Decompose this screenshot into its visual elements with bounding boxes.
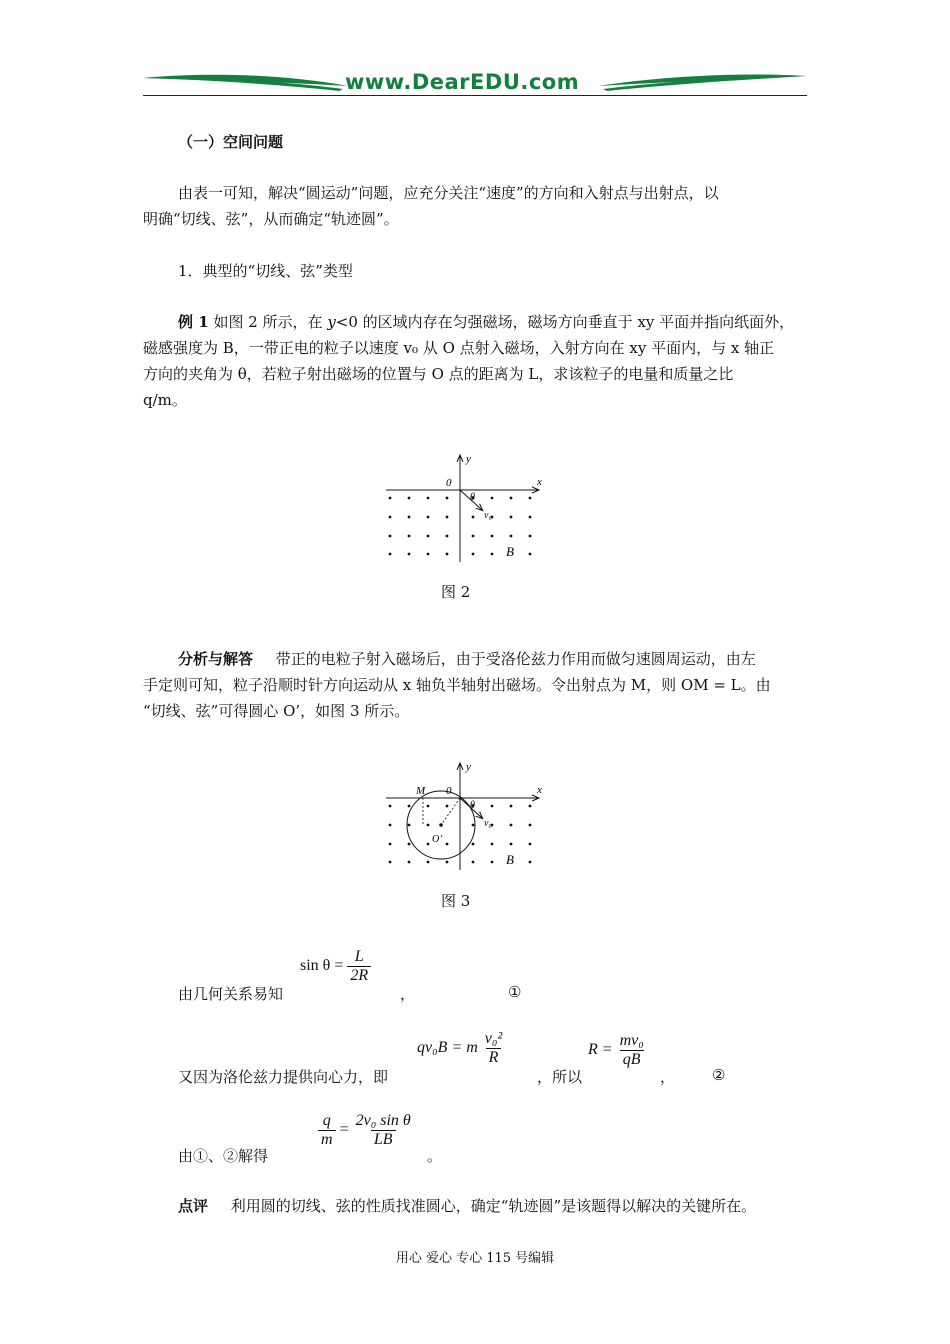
comment-text: 利用圆的切线、弦的性质找准圆心，确定“轨迹圆”是该题得以解决的关键所在。	[230, 1197, 757, 1215]
eq2-fraction-2	[617, 1032, 647, 1069]
analysis-line1-text: 带正的电粒子射入磁场后，由于受洛伦兹力作用而做匀速圆周运动，由左	[275, 650, 756, 668]
fig3-center-label: O’	[432, 834, 443, 845]
page-footer: 用心 爱心 专心 115 号编辑	[395, 1251, 555, 1266]
radius-to-o	[441, 798, 460, 825]
analysis-label: 分析与解答	[178, 650, 254, 668]
eq3-fraction-right	[353, 1112, 414, 1149]
example-line1-var: y	[327, 313, 336, 331]
eq2-lhs: qv₀B = m	[417, 1039, 478, 1057]
comment-label: 点评	[178, 1197, 209, 1215]
fig2-origin-label: 0	[446, 477, 452, 489]
fig3-theta-label: θ	[470, 800, 475, 811]
eq1-lhs: sin θ =	[300, 957, 344, 975]
example-line1-pre: 如图 2 所示，在	[213, 313, 328, 331]
analysis-line-1	[178, 646, 756, 672]
eq3-fraction-left	[318, 1112, 336, 1149]
eq2-den: R	[486, 1048, 502, 1067]
figure-2	[380, 450, 550, 570]
comment-line	[178, 1193, 756, 1219]
eq1-num: L	[354, 948, 364, 965]
eq2-den2: qB	[620, 1050, 644, 1069]
subheading: 1．典型的“切线、弦”类型	[178, 262, 353, 280]
eq2-formula-2	[588, 1032, 647, 1069]
eq3-num-left: q	[322, 1112, 331, 1129]
fig2-theta-label: θ	[470, 492, 475, 503]
example-line-4: q/m。	[143, 391, 187, 409]
figure-2-caption: 图 2	[441, 583, 471, 601]
fig3-x-label: x	[537, 784, 542, 796]
intro-line-2: 明确“切线、弦”，从而确定“轨迹圆”。	[143, 210, 399, 228]
eq3-den: LB	[371, 1130, 396, 1149]
eq1-text: 由几何关系易知	[178, 985, 284, 1003]
eq3-text: 由①、②解得	[178, 1147, 269, 1165]
figure-3-caption: 图 3	[441, 892, 471, 910]
example-line-3: 方向的夹角为 θ，若粒子射出磁场的位置与 O 点的距离为 L，求该粒子的电量和质量之比	[143, 365, 734, 383]
fig2-v-label: v₀	[484, 510, 492, 521]
eq2-lhs2: R =	[588, 1041, 613, 1059]
eq1-den: 2R	[347, 966, 371, 985]
eq3-den-left: m	[318, 1130, 336, 1149]
fig3-y-label: y	[466, 761, 471, 773]
example-label: 例 1	[178, 313, 209, 331]
eq2-num: v₀²	[484, 1030, 503, 1047]
fig2-b-label: B	[506, 544, 514, 559]
analysis-line-3: “切线、弦”可得圆心 O’，如图 3 所示。	[143, 702, 410, 720]
section-title: （一）空间问题	[178, 133, 284, 151]
example-line-2: 磁感强度为 B，一带正电的粒子以速度 v₀ 从 O 点射入磁场，入射方向在 xy 平面内，与 x 轴正	[143, 339, 775, 357]
eq3-equals: =	[339, 1121, 349, 1139]
site-logo[interactable]: www.DearEDU.com	[345, 70, 580, 94]
eq2-marker: ②	[712, 1066, 726, 1084]
eq3-end: 。	[427, 1147, 443, 1165]
eq2-text: 又因为洛伦兹力提供向心力，即	[178, 1068, 389, 1086]
example-line1-post: <0 的区域内存在匀强磁场，磁场方向垂直于 xy 平面并指向纸面外，	[335, 313, 795, 331]
eq2-formula-1	[417, 1030, 505, 1067]
fig2-y-label: y	[466, 453, 471, 465]
eq3-num: 2v₀ sin θ	[355, 1112, 411, 1129]
example-line-1	[178, 309, 794, 335]
fig3-m-label: M	[416, 785, 426, 797]
header-rule	[143, 95, 807, 96]
eq1-fraction	[347, 948, 371, 985]
eq2-mid: ，所以	[537, 1068, 583, 1086]
fig3-b-label: B	[506, 852, 514, 867]
analysis-line-2: 手定则可知，粒子沿顺时针方向运动从 x 轴负半轴射出磁场。令出射点为 M，则 OM = L。由	[143, 676, 771, 694]
figure-3	[380, 758, 550, 878]
eq3-formula	[318, 1112, 414, 1149]
eq2-fraction	[482, 1030, 505, 1067]
eq2-num2: mv₀	[619, 1032, 644, 1049]
intro-line-1: 由表一可知，解决“圆运动”问题，应充分关注“速度”的方向和入射点与出射点，以	[178, 184, 719, 202]
fig3-origin-label: 0	[446, 785, 452, 797]
eq1-marker: ①	[508, 983, 522, 1001]
eq1-comma: ，	[400, 985, 416, 1003]
fig3-v-label: v₀	[484, 818, 492, 829]
fig2-x-label: x	[537, 476, 542, 488]
eq2-comma: ，	[660, 1068, 676, 1086]
eq1-formula	[300, 948, 371, 985]
